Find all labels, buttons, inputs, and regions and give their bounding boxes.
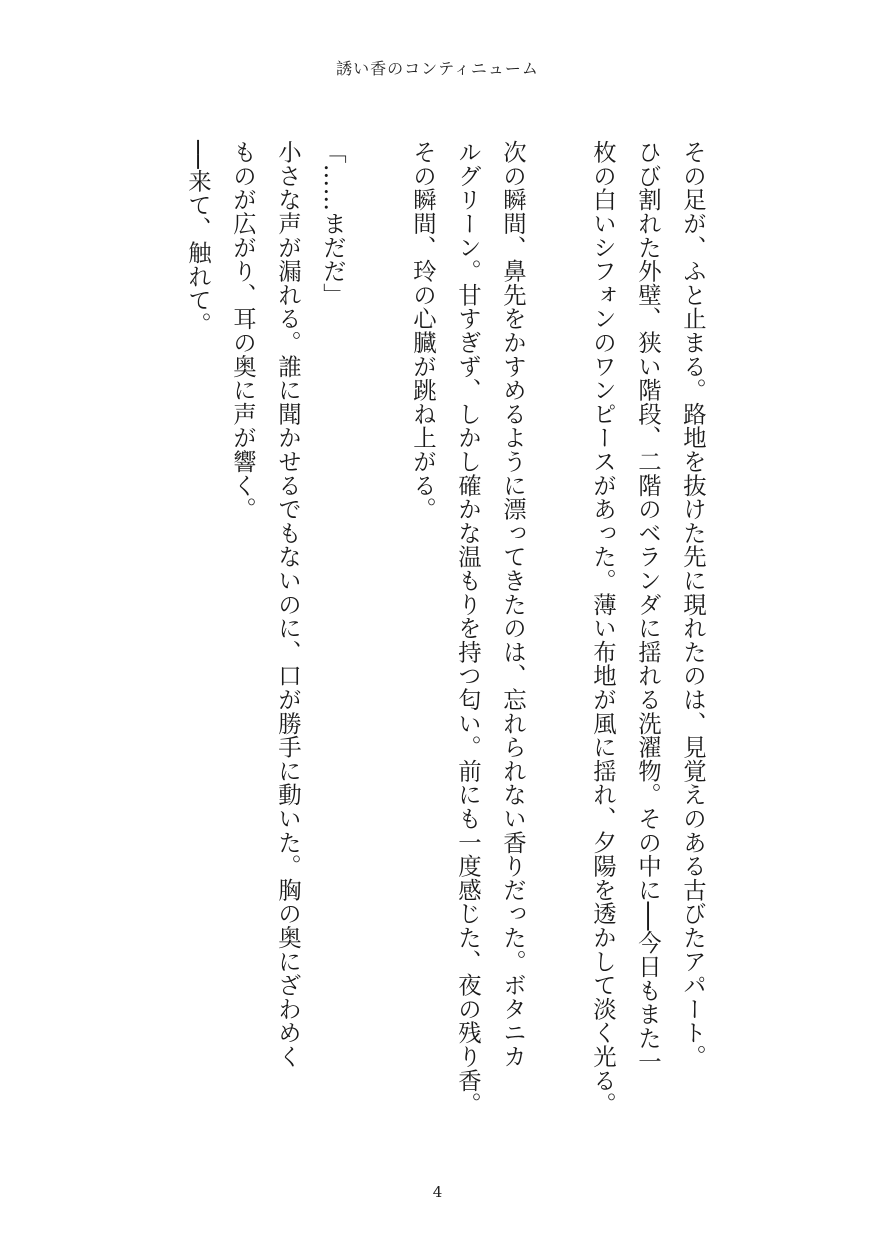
- text-line: ルグリーン。甘すぎず、しかし確かな温もりを持つ匂い。前にも一度感じた、夜の残り香。: [454, 140, 482, 1116]
- dialogue-line: 「……まだだ」: [319, 140, 347, 307]
- text-line: ──来て、触れて。: [184, 140, 212, 336]
- body-text: [175, 140, 715, 1140]
- paragraph-break: [535, 140, 580, 1140]
- paragraph-break: [355, 140, 400, 1140]
- running-title: 誘い香のコンティニューム: [336, 59, 539, 78]
- text-line: ものが広がり、耳の奥に声が響く。: [229, 140, 257, 521]
- text-line: その足が、ふと止まる。路地を抜けた先に現れたのは、見覚えのある古びたアパート。: [679, 140, 707, 1069]
- text-line: その瞬間、玲の心臓が跳ね上がる。: [409, 140, 437, 521]
- text-line: 小さな声が漏れる。誰に聞かせるでもないのに、口が勝手に動いた。胸の奥にざわめく: [274, 140, 302, 1069]
- text-line: 枚の白いシフォンのワンピースがあった。薄い布地が風に揺れ、夕陽を透かして淡く光る。: [589, 140, 617, 1116]
- text-line: ひび割れた外壁、狭い階段、二階のベランダに揺れる洗濯物。その中に──今日もまた一: [634, 140, 662, 1074]
- page-number: 4: [432, 1183, 443, 1201]
- text-line: 次の瞬間、鼻先をかすめるように漂ってきたのは、忘れられない香りだった。ボタニカ: [499, 140, 527, 1069]
